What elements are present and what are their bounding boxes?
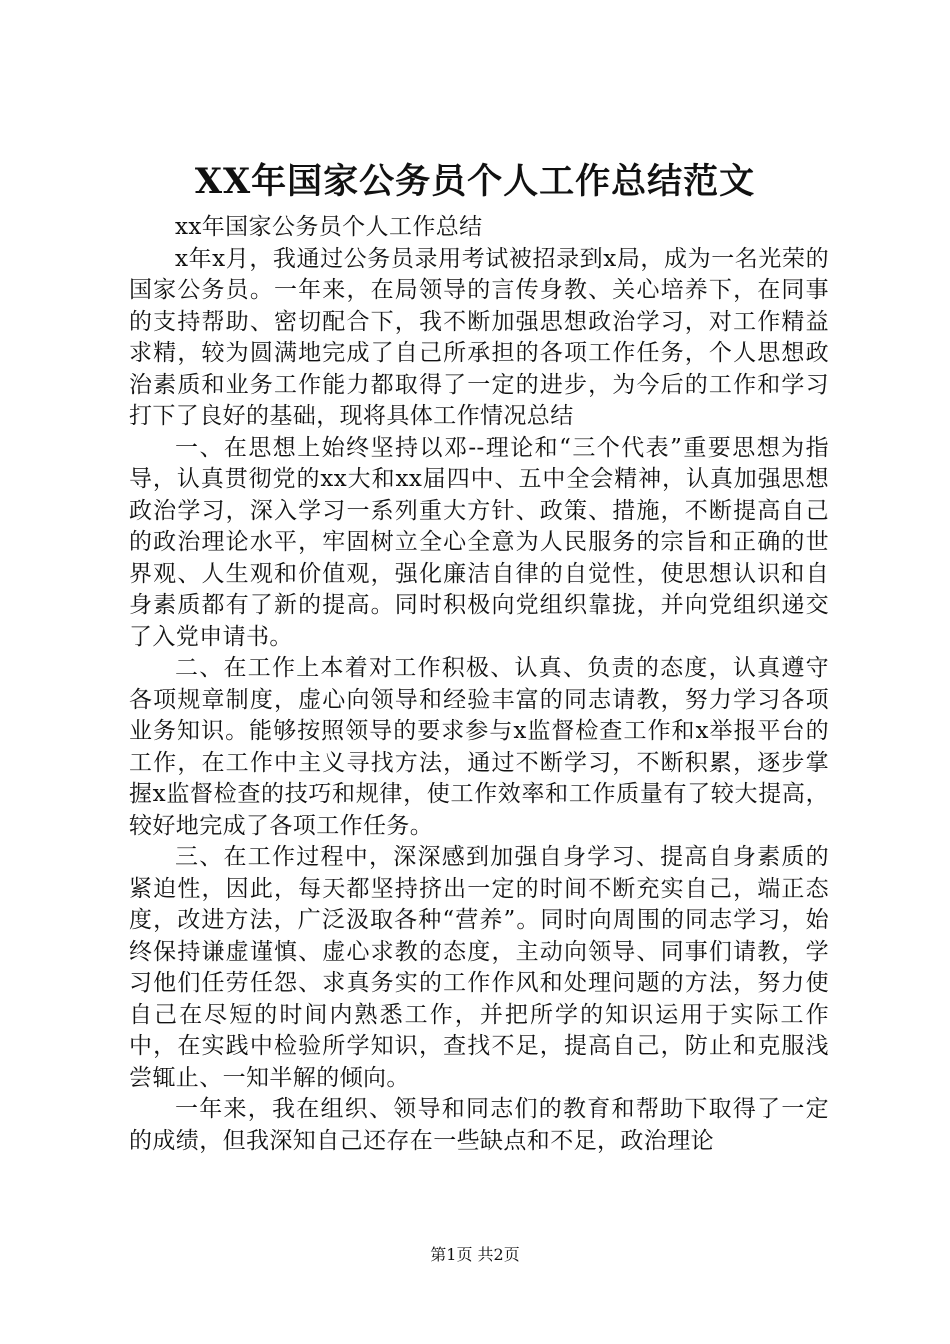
document-title: XX年国家公务员个人工作总结范文 xyxy=(194,161,756,202)
document-body xyxy=(129,212,829,1157)
paragraph-summary: 一年来，我在组织、领导和同志们的教育和帮助下取得了一定的成绩，但我深知自己还存在一些缺点和不足，政治理论 xyxy=(129,1096,829,1154)
paragraph-section-1: 一、在思想上始终坚持以邓--理论和“三个代表”重要思想为指导，认真贯彻党的xx大和xx届四中、五中全会精神，认真加强思想政治学习，深入学习一系列重大方针、政策、措施，不断提高自己的政治理论水平，牢固树立全心全意为人民服务的宗旨和正确的世界观、人生观和价值观，强化廉洁自律的自觉性，使思想认识和自身素质都有了新的提高。同时积极向党组织靠拢，并向党组织递交了入党申请书。 xyxy=(129,434,829,650)
paragraph-section-2: 二、在工作上本着对工作积极、认真、负责的态度，认真遵守各项规章制度，虚心向领导和经验丰富的同志请教，努力学习各项业务知识。能够按照领导的要求参与x监督检查工作和x举报平台的工作，在工作中主义寻找方法，通过不断学习，不断积累，逐步掌握x监督检查的技巧和规律，使工作效率和工作质量有了较大提高，较好地完成了各项工作任务。 xyxy=(129,655,829,839)
paragraph-intro: x年x月，我通过公务员录用考试被招录到x局，成为一名光荣的国家公务员。一年来，在局领导的言传身教、关心培养下，在同事的支持帮助、密切配合下，我不断加强思想政治学习，对工作精益求精，较为圆满地完成了自己所承担的各项工作任务，个人思想政治素质和业务工作能力都取得了一定的进步，为今后的工作和学习打下了良好的基础，现将具体工作情况总结 xyxy=(129,245,829,429)
paragraph-section-3: 三、在工作过程中，深深感到加强自身学习、提高自身素质的紧迫性，因此，每天都坚持挤出一定的时间不断充实自己，端正态度，改进方法，广泛汲取各种“营养”。同时向周围的同志学习，始终保持谦虚谨慎、虚心求教的态度，主动向领导、同事们请教，学习他们任劳任怨、求真务实的工作作风和处理问题的方法，努力使自己在尽短的时间内熟悉工作，并把所学的知识运用于实际工作中，在实践中检验所学知识，查找不足，提高自己，防止和克服浅尝辄止、一知半解的倾向。 xyxy=(129,844,829,1091)
page-number-footer: 第1页 共2页 xyxy=(430,1245,520,1264)
document-subtitle: xx年国家公务员个人工作总结 xyxy=(175,214,483,240)
